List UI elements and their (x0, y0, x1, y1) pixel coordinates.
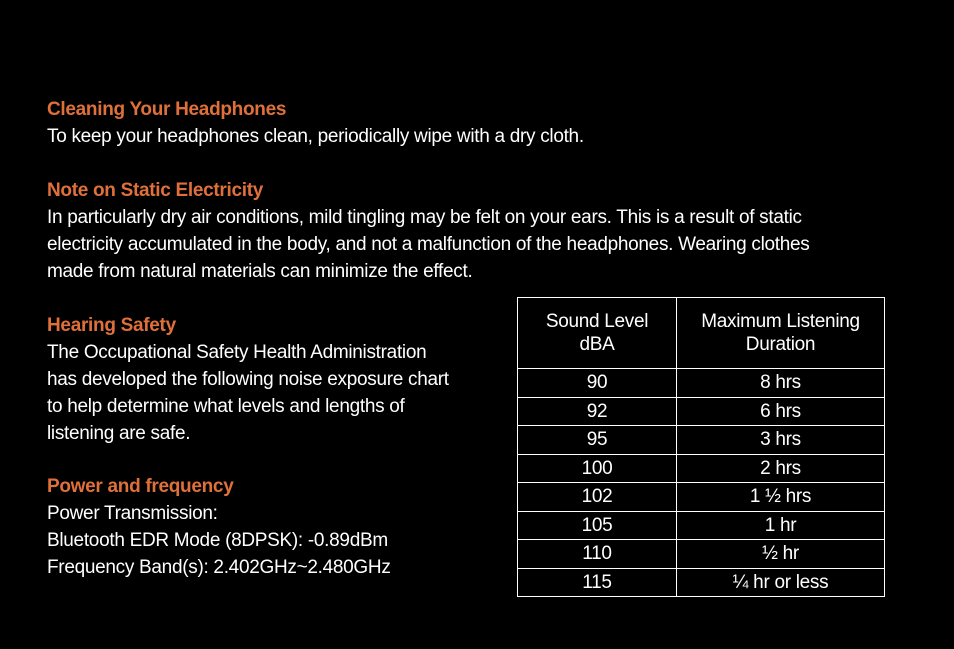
section-cleaning (47, 96, 927, 150)
cell-duration: ¼ hr or less (677, 568, 885, 597)
header-duration-line-2: Duration (745, 334, 816, 355)
table-row (518, 426, 885, 455)
section-power-frequency (47, 473, 497, 581)
header-sound-level (518, 298, 677, 369)
header-max-duration (677, 298, 885, 369)
hearing-body: The Occupational Safety Health Administration has developed the following noise exposure chart to help determine what levels and lengths of listening are safe. (47, 342, 449, 444)
cell-duration: 1 hr (677, 511, 885, 540)
header-sound-level-line-2: dBA (579, 334, 615, 355)
static-heading: Note on Static Electricity (47, 180, 264, 201)
hearing-heading: Hearing Safety (47, 315, 176, 336)
static-body: In particularly dry air conditions, mild tingling may be felt on your ears. This is a result of static electricity accumulated in the body, and not a malfunction of the headphones. Wearing clothes made from natural materials can minimize the effect. (47, 207, 810, 282)
section-hearing-safety (47, 312, 497, 447)
cleaning-body: To keep your headphones clean, periodically wipe with a dry cloth. (47, 126, 584, 147)
header-sound-level-line-1: Sound Level (545, 311, 649, 332)
table-row (518, 454, 885, 483)
cell-duration: 2 hrs (677, 454, 885, 483)
cell-duration: 6 hrs (677, 397, 885, 426)
table-row (518, 369, 885, 398)
cell-level: 115 (518, 568, 677, 597)
noise-exposure-table (517, 297, 885, 597)
cell-duration: 1 ½ hrs (677, 483, 885, 512)
table-row (518, 483, 885, 512)
cell-level: 102 (518, 483, 677, 512)
power-line-1: Power Transmission: (47, 503, 218, 524)
power-line-3: Frequency Band(s): 2.402GHz~2.480GHz (47, 557, 391, 578)
section-static-electricity (47, 177, 927, 285)
table-header-row (518, 298, 885, 369)
cell-duration: 8 hrs (677, 369, 885, 398)
power-line-2: Bluetooth EDR Mode (8DPSK): -0.89dBm (47, 530, 388, 551)
table-row (518, 568, 885, 597)
cell-level: 95 (518, 426, 677, 455)
cell-level: 105 (518, 511, 677, 540)
cell-level: 90 (518, 369, 677, 398)
table-row (518, 540, 885, 569)
cell-level: 100 (518, 454, 677, 483)
table-row (518, 511, 885, 540)
cell-level: 110 (518, 540, 677, 569)
cell-level: 92 (518, 397, 677, 426)
header-duration-line-1: Maximum Listening (701, 311, 860, 332)
table-row (518, 397, 885, 426)
cell-duration: ½ hr (677, 540, 885, 569)
cell-duration: 3 hrs (677, 426, 885, 455)
cleaning-heading: Cleaning Your Headphones (47, 99, 287, 120)
power-heading: Power and frequency (47, 476, 234, 497)
